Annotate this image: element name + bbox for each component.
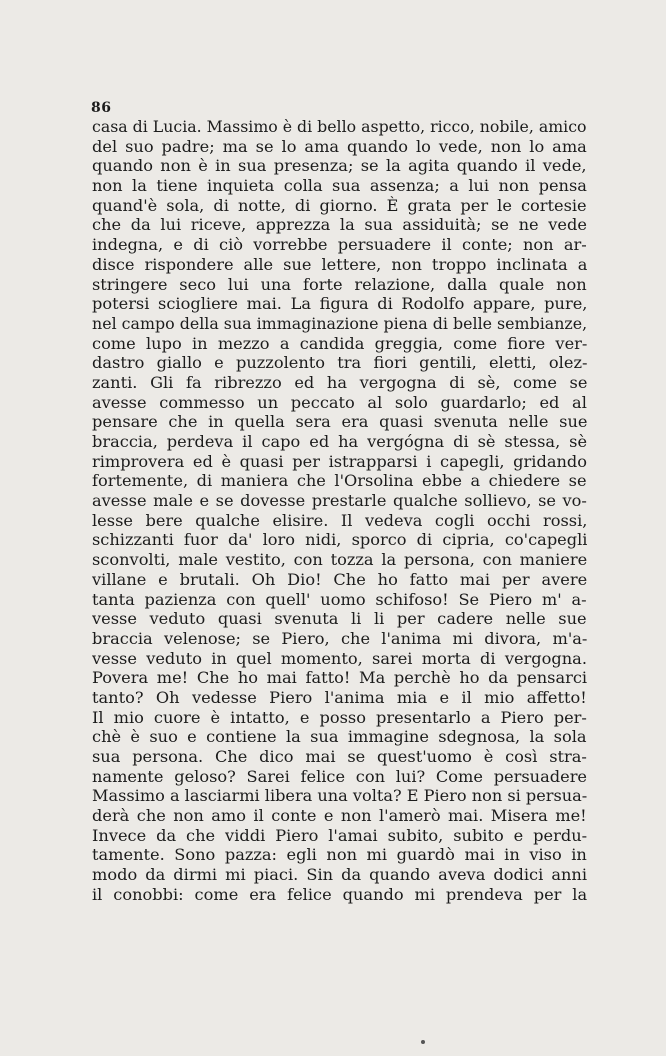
line-text: indegna, e di ciò vorrebbe persuadere il conte; non ar- [92,235,587,255]
text-line [92,412,587,432]
line-text: pensare che in quella sera era quasi svenuta nelle sue [92,412,587,432]
text-line [92,845,587,865]
text-line [92,491,587,511]
line-text: derà che non amo il conte e non l'amerò mai. Misera me! [92,806,587,826]
line-text: il conobbi: come era felice quando mi prendeva per la [92,884,587,904]
text-line [92,885,587,905]
line-text: Il mio cuore è intatto, e posso presentarlo a Piero per- [92,707,587,727]
line-text: lesse bere qualche elisire. Il vedeva cogli occhi rossi, [92,510,587,530]
text-line [92,471,587,491]
text-line [92,294,587,314]
line-text: rimprovera ed è quasi per istrapparsi i capegli, gridando [92,451,587,471]
text-line [92,767,587,787]
line-text: chè è suo e contiene la sua immagine sdegnosa, la sola [92,727,587,747]
text-line [92,786,587,806]
text-line [92,275,587,295]
text-line [92,353,587,373]
line-text: del suo padre; ma se lo ama quando lo vede, non lo ama [92,136,587,156]
text-line [92,865,587,885]
line-text: vesse veduto in quel momento, sarei morta di vergogna. [92,648,587,668]
line-text: avesse commesso un peccato al solo guardarlo; ed al [92,392,587,412]
text-line [92,432,587,452]
line-text: Massimo a lasciarmi libera una volta? E Piero non si persua- [92,786,587,806]
line-text: sua persona. Che dico mai se quest'uomo è così stra- [92,747,587,766]
text-line [92,334,587,354]
line-text: che da lui riceve, apprezza la sua assiduità; se ne vede [92,215,587,235]
line-text: nel campo della sua immaginazione piena di belle sembianze, [92,313,587,333]
text-line [92,117,587,137]
text-line [92,137,587,157]
text-line [92,215,587,235]
text-line [92,373,587,393]
text-line [92,688,587,708]
line-text: tamente. Sono pazza: egli non mi guardò mai in viso in [92,845,587,865]
text-line [92,826,587,846]
text-line [92,176,587,196]
text-line [92,649,587,669]
text-line [92,806,587,826]
page-number: 86 [91,100,112,116]
line-text: braccia velenose; se Piero, che l'anima mi divora, m'a- [92,628,587,648]
line-text: zanti. Gli fa ribrezzo ed ha vergogna di sè, come se [92,372,587,392]
text-line [92,255,587,275]
line-text: braccia, perdeva il capo ed ha vergógna di sè stessa, sè [92,432,587,451]
text-line [92,530,587,550]
line-text: tanta pazienza con quell' uomo schifoso! Se Piero m' a- [92,589,587,609]
line-text: casa di Lucia. Massimo è di bello aspetto, ricco, nobile, amico [92,117,587,136]
line-text: villane e brutali. Oh Dio! Che ho fatto mai per avere [92,569,587,589]
line-text: Povera me! Che ho mai fatto! Ma perchè ho da pensarci [92,668,587,688]
text-line [92,511,587,531]
text-line [92,393,587,413]
text-line [92,629,587,649]
text-line [92,235,587,255]
ink-speck [421,1040,425,1044]
line-text: dastro giallo e puzzolento tra fiori gentili, eletti, olez- [92,353,587,373]
text-line [92,196,587,216]
text-line [92,590,587,610]
line-text: quand'è sola, di notte, di giorno. È grata per le cortesie [92,195,587,215]
text-line [92,314,587,334]
line-text: fortemente, di maniera che l'Orsolina ebbe a chiedere se [92,471,587,491]
line-text: Invece da che viddi Piero l'amai subito, subito e perdu- [92,825,587,845]
line-text: vesse veduto quasi svenuta li li per cadere nelle sue [92,609,587,629]
line-text: avesse male e se dovesse prestarle qualche sollievo, se vo- [92,491,587,511]
line-text: non la tiene inquieta colla sua assenza; a lui non pensa [92,176,587,196]
line-text: stringere seco lui una forte relazione, dalla quale non [92,274,587,294]
line-text: come lupo in mezzo a candida greggia, come fiore ver- [92,333,587,353]
text-line [92,708,587,728]
text-line [92,156,587,176]
line-text: namente geloso? Sarei felice con lui? Come persuadere [92,766,587,786]
line-text: schizzanti fuor da' loro nidi, sporco di cipria, co'capegli [92,530,587,550]
body-text [92,117,587,905]
line-text: sconvolti, male vestito, con tozza la persona, con maniere [92,550,587,570]
line-text: quando non è in sua presenza; se la agita quando il vede, [92,156,587,176]
text-line [92,550,587,570]
line-text: modo da dirmi mi piaci. Sin da quando aveva dodici anni [92,865,587,885]
text-line [92,452,587,472]
line-text: tanto? Oh vedesse Piero l'anima mia e il mio affetto! [92,687,587,707]
line-text: potersi sciogliere mai. La figura di Rodolfo appare, pure, [92,294,587,314]
text-line [92,570,587,590]
line-text: disce rispondere alle sue lettere, non troppo inclinata a [92,254,587,274]
text-line [92,668,587,688]
text-line [92,747,587,767]
text-line [92,727,587,747]
text-line [92,609,587,629]
